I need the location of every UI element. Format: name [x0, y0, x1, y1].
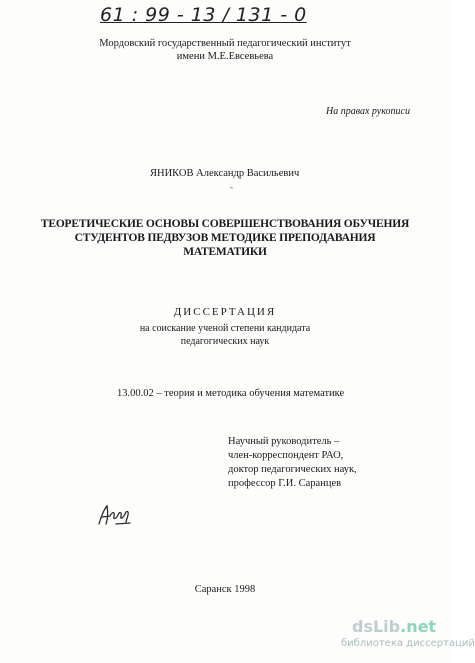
- dissertation-title-line: МАТЕМАТИКИ: [183, 246, 267, 258]
- document-type: ДИССЕРТАЦИЯ: [173, 306, 277, 318]
- watermark-logo-main: dsLib: [352, 617, 401, 636]
- handwritten-signature: [96, 502, 136, 530]
- watermark-subtitle: библиотека диссертаций: [341, 638, 475, 649]
- archive-stamp: 61 : 99 - 13 / 131 - 0: [100, 4, 307, 26]
- scan-mark: -: [230, 182, 233, 192]
- institution-named-after: имени М.Е.Евсевьева: [176, 51, 274, 62]
- supervisor-line: доктор педагогических наук,: [228, 464, 357, 475]
- dissertation-title-line: СТУДЕНТОВ ПЕДВУЗОВ МЕТОДИКЕ ПРЕПОДАВАНИЯ: [74, 232, 376, 244]
- supervisor-line: профессор Г.И. Саранцев: [228, 478, 342, 489]
- degree-line: на соискание ученой степени кандидата: [139, 323, 311, 334]
- watermark-logo: [352, 617, 436, 636]
- degree-field: педагогических наук: [180, 336, 270, 347]
- author-name: ЯНИКОВ Александр Васильевич: [150, 168, 300, 179]
- watermark-logo-tld: .net: [400, 617, 437, 636]
- place-and-year: Саранск 1998: [194, 584, 256, 595]
- dissertation-title-line: ТЕОРЕТИЧЕСКИЕ ОСНОВЫ СОВЕРШЕНСТВОВАНИЯ ОБУЧЕНИЯ: [40, 218, 410, 230]
- supervisor-line: член-корреспондент РАО,: [228, 450, 344, 461]
- specialty-code: 13.00.02 – теория и методика обучения математике: [117, 388, 345, 399]
- supervisor-line: Научный руководитель –: [228, 436, 340, 447]
- institution-name: Мордовский государственный педагогический институт: [99, 38, 351, 49]
- manuscript-note: На правах рукописи: [326, 106, 410, 117]
